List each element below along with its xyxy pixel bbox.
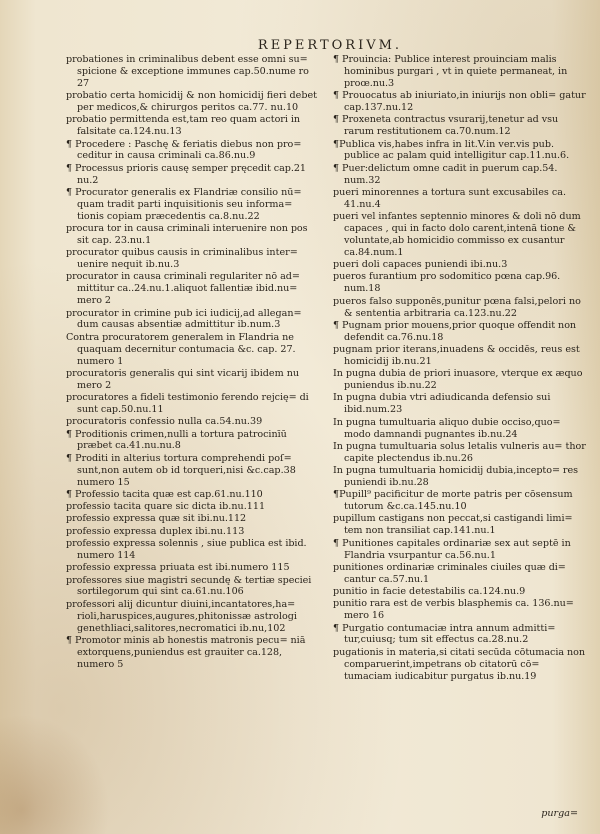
index-entry: pueri doli capaces puniendi ibi.nu.3 [333,259,508,271]
index-entry: In pugna dubia vtri adiudicanda defensio sui ibid.num.23 [333,392,551,416]
index-entry: probatio permittenda est,tam reo quam actori in falsitate ca.124.nu.13 [66,114,300,138]
index-entry: ¶ Prouocatus ab iniuriato,in iniurijs non obli= gatur cap.137.nu.12 [333,90,586,114]
index-entry: professio expressa quæ sit ibi.nu.112 [66,513,247,525]
index-entry: procurator quibus causis in criminalibus inter= uenire nequit ib.nu.3 [66,247,298,271]
index-entry: pueri minorennes a tortura sunt excusabiles ca. 41.nu.4 [333,186,567,210]
index-entry: In pugna dubia de priori inuasore, vterque ex æquo puniendus ib.nu.22 [333,368,583,392]
index-entry: ¶ Punitiones capitales ordinariæ sex aut septē in Flandria vsurpantur ca.56.nu.1 [333,537,571,561]
index-entry: ¶ Proditi in alterius tortura comprehendi poſ= sunt,non autem ob id torqueri,nisi &c.cap.38 numero 15 [66,452,296,488]
index-entry: professio expressa duplex ibi.nu.113 [66,525,245,537]
index-entry: ¶ Procurator generalis ex Flandriæ consilio nū= quam tradit parti inquisitionis seu informa= tionis copiam præcedentis ca.8.nu.22 [66,186,302,222]
index-entry: pugationis in materia,si citati secūda cōtumacia non comparuerint,impetrans ob citatorū cō= tumaciam iudicabitur purgatus ib.nu.19 [333,646,586,682]
index-entry: procura tor in causa criminali interuenire non pos sit cap. 23.nu.1 [66,223,308,246]
index-entry: pueri vel infantes septennio minores & doli nō dum capaces , qui in facto dolo carent,intenā tione & voluntate,ab homicidio commisso ex cusantur ca.84.num.1 [333,211,581,258]
index-entry: procurator in crimine pub ici iudicij,ad allegan= dum causas absentiæ admittitur ib.num.3 [66,307,302,331]
index-entry: punitiones ordinariæ criminales ciuiles quæ di= cantur ca.57.nu.1 [333,561,566,585]
index-entry: procurator in causa criminali regulariter nō ad= mittitur ca..24.nu.1.aliquot fallentiæ ibid.nu= mero 2 [66,271,300,307]
index-entry: professio expressa priuata est ibi.numero 115 [66,562,290,574]
index-entry: ¶Publica vis,habes infra in lit.V.in ver.vis pub. publice ac palam quid intelligitur cap.11.nu.6. [333,138,570,162]
index-entry: pugnam prior iterans,inuadens & occidēs, reus est homicidij ib.nu.21 [333,344,580,367]
index-entry: probationes in criminalibus debent esse omni su= spicione & exceptione immunes cap.50.nume ro 27 [66,54,309,89]
index-entry: probatio certa homicidij & non homicidij fieri debet per medicos,& chirurgos peritos ca.77. nu.10 [66,90,318,114]
running-header: REPERTORIVM. [257,38,403,53]
index-entry: In pugna tumultuaria aliquo dubie occiso,quo= modo damnandi pugnantes ib.nu.24 [333,416,561,440]
index-entry: professio expressa solennis , siue publica est ibid. numero 114 [66,538,307,561]
index-entry: ¶ Proxeneta contractus vsurarij,tenetur ad vsu rarum restitutionem ca.70.num.12 [333,114,559,138]
index-entry: pupillum castigans non peccat,si castigandi limi= tem non transiliat cap.141.nu.1 [333,513,573,537]
index-entry: ¶ Procedere : Paschę & feriatis diebus non pro= ceditur in causa criminali ca.86.nu.9 [66,138,302,162]
index-entry: professio tacita quare sic dicta ib.nu.111 [66,501,266,513]
index-entry: In pugna tumultuaria solus letalis vulneris au= thor capite plectendus ib.nu.26 [333,440,586,464]
left-column [66,54,322,671]
index-entry: ¶ Prouincia: Publice interest prouinciam malis hominibus purgari , vt in quiete permaneat, in proœ.nu.3 [333,54,568,89]
index-entry: procuratoris confessio nulla ca.54.nu.39 [66,416,263,428]
right-column [333,54,589,683]
index-entry: punitio in facie detestabilis ca.124.nu.9 [333,586,526,598]
index-entry: pueros furantium pro sodomitico pœna cap.96. num.18 [333,271,561,295]
index-entry: professores siue magistri secundę & tertiæ speciei sortilegorum qui sint ca.61.nu.106 [66,574,312,598]
index-entry: ¶Pupill⁹ pacificitur de morte patris per cōsensum tutorum &c.ca.145.nu.10 [333,489,573,513]
index-entry: pueros falso supponēs,punitur pœna falsi,pelori no & sententia arbitraria ca.123.nu.22 [333,295,581,319]
index-entry: procuratoris generalis qui sint vicarij ibidem nu mero 2 [66,367,300,391]
index-entry: ¶ Promotor minis ab honestis matronis pecu= niā extorquens,puniendus est grauiter ca.128, numero 5 [66,634,306,670]
index-entry: ¶ Puer:delictum omne cadit in puerum cap.54. num.32 [333,162,558,186]
index-entry: ¶ Pugnam prior mouens,prior quoque offendit non defendit ca.76.nu.18 [333,319,577,343]
index-entry: Contra procuratorem generalem in Flandria ne quaquam decernitur contumacia &c. cap. 27. numero 1 [66,331,296,367]
index-entry: ¶ Purgatio contumaciæ intra annum admitti= tur,cuiusq; tum sit effectus ca.28.nu.2 [333,622,556,646]
index-entry: procuratores a fideli testimonio ferendo rejcię= di sunt cap.50.nu.11 [66,392,309,415]
index-entry: punitio rara est de verbis blasphemis ca. 136.nu= mero 16 [333,598,574,622]
index-entry: ¶ Processus prioris causę semper pręcedit cap.21 nu.2 [66,162,306,186]
index-entry: In pugna tumultuaria homicidij dubia,incepto= res puniendi ib.nu.28 [333,465,578,488]
index-entry: ¶ Professio tacita quæ est cap.61.nu.110 [66,488,263,500]
water-stain [0,714,110,834]
catchword: purga= [541,808,578,819]
index-entry: ¶ Proditionis crimen,nulli a tortura patrocinīū præbet ca.41.nu.nu.8 [66,428,287,452]
index-entry: professori alij dicuntur diuini,incantatores,ha= rioli,haruspices,augures,phitonissæ astrologi genethliaci,salitores,necromatici ib.nu,102 [66,598,297,634]
